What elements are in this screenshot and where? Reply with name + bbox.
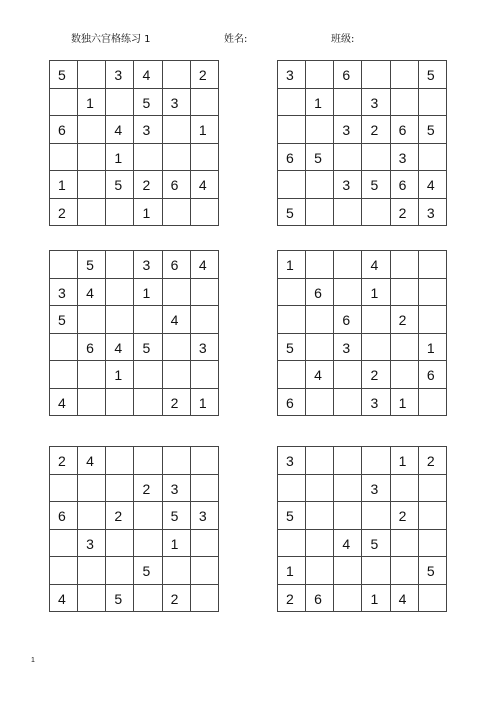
sudoku-cell: 1 [163, 530, 191, 558]
sudoku-cell [306, 61, 334, 89]
sudoku-cell [50, 361, 78, 389]
sudoku-cell [278, 279, 306, 307]
sudoku-cell [391, 251, 419, 279]
class-label: 班级: [331, 34, 355, 45]
sudoku-cell: 6 [78, 334, 106, 362]
sudoku-cell: 3 [134, 251, 162, 279]
sudoku-cell [306, 199, 334, 227]
sudoku-cell: 4 [419, 171, 447, 199]
sudoku-cell: 2 [419, 447, 447, 475]
sudoku-cell [50, 557, 78, 585]
sudoku-cell [134, 502, 162, 530]
sudoku-cell [50, 251, 78, 279]
sudoku-cell: 1 [306, 89, 334, 117]
sudoku-cell: 4 [306, 361, 334, 389]
sudoku-cell: 5 [106, 585, 134, 613]
sudoku-cell [191, 144, 219, 172]
sudoku-cell [106, 279, 134, 307]
sudoku-cell [106, 475, 134, 503]
sudoku-cell: 1 [278, 557, 306, 585]
sudoku-cell: 6 [50, 502, 78, 530]
sudoku-cell: 5 [278, 199, 306, 227]
sudoku-cell: 5 [134, 89, 162, 117]
sudoku-cell [50, 530, 78, 558]
sudoku-cell: 5 [163, 502, 191, 530]
sudoku-cell [134, 585, 162, 613]
sudoku-cell: 3 [191, 334, 219, 362]
sudoku-cell [191, 530, 219, 558]
sudoku-cell: 3 [134, 116, 162, 144]
sudoku-cell: 2 [106, 502, 134, 530]
sudoku-cell [106, 530, 134, 558]
sudoku-cell [334, 361, 362, 389]
sudoku-cell: 3 [419, 199, 447, 227]
sudoku-cell: 4 [391, 585, 419, 613]
sudoku-cell [419, 89, 447, 117]
sudoku-cell: 6 [163, 171, 191, 199]
sudoku-cell: 3 [106, 61, 134, 89]
sudoku-cell: 3 [191, 502, 219, 530]
sudoku-cell [362, 61, 390, 89]
sudoku-cell: 4 [50, 585, 78, 613]
sudoku-cell: 4 [362, 251, 390, 279]
sudoku-cell: 4 [106, 116, 134, 144]
sudoku-cell: 5 [50, 306, 78, 334]
sudoku-cell [191, 447, 219, 475]
sudoku-cell [191, 199, 219, 227]
sudoku-cell [50, 334, 78, 362]
sudoku-cell: 3 [362, 89, 390, 117]
sudoku-cell: 6 [391, 171, 419, 199]
sudoku-cell [278, 171, 306, 199]
sudoku-cell [78, 199, 106, 227]
sudoku-cell [78, 61, 106, 89]
sudoku-cell [391, 557, 419, 585]
sudoku-cell [163, 61, 191, 89]
sudoku-cell [50, 475, 78, 503]
sudoku-cell: 1 [134, 199, 162, 227]
sudoku-cell: 3 [362, 389, 390, 417]
sudoku-cell: 2 [391, 502, 419, 530]
sudoku-cell: 4 [78, 279, 106, 307]
sudoku-cell [78, 502, 106, 530]
sudoku-cell [50, 89, 78, 117]
sudoku-cell: 3 [362, 475, 390, 503]
sudoku-cell [78, 475, 106, 503]
sudoku-cell [419, 585, 447, 613]
sudoku-cell [419, 530, 447, 558]
sudoku-cell: 3 [163, 89, 191, 117]
sudoku-cell [306, 447, 334, 475]
sudoku-grid [277, 250, 447, 416]
sudoku-cell [334, 557, 362, 585]
sudoku-cell: 5 [306, 144, 334, 172]
sudoku-cell: 4 [50, 389, 78, 417]
sudoku-cell [334, 502, 362, 530]
sudoku-cell [419, 144, 447, 172]
sudoku-cell: 3 [334, 171, 362, 199]
sudoku-cell [306, 502, 334, 530]
sudoku-cell [191, 361, 219, 389]
sudoku-cell [306, 171, 334, 199]
sudoku-cell [362, 306, 390, 334]
sudoku-cell [134, 144, 162, 172]
sudoku-cell [306, 306, 334, 334]
sudoku-cell: 5 [362, 530, 390, 558]
sudoku-cell: 1 [78, 89, 106, 117]
sudoku-cell [78, 306, 106, 334]
sudoku-cell [191, 306, 219, 334]
sudoku-cell [391, 361, 419, 389]
sudoku-cell [391, 475, 419, 503]
sudoku-cell [78, 557, 106, 585]
sudoku-cell [191, 557, 219, 585]
sudoku-cell: 6 [163, 251, 191, 279]
sudoku-cell: 2 [163, 585, 191, 613]
sudoku-cell: 3 [334, 334, 362, 362]
sudoku-cell [278, 530, 306, 558]
sudoku-cell [391, 334, 419, 362]
sudoku-cell: 5 [106, 171, 134, 199]
sudoku-cell: 3 [391, 144, 419, 172]
sudoku-cell: 1 [278, 251, 306, 279]
sudoku-cell [419, 502, 447, 530]
sudoku-cell [163, 144, 191, 172]
sudoku-cell [134, 447, 162, 475]
sudoku-cell: 1 [134, 279, 162, 307]
sudoku-cell [334, 144, 362, 172]
sudoku-cell: 5 [50, 61, 78, 89]
sudoku-cell [334, 279, 362, 307]
sudoku-cell: 2 [134, 475, 162, 503]
sudoku-cell: 5 [278, 502, 306, 530]
sudoku-cell [306, 475, 334, 503]
sudoku-cell [191, 279, 219, 307]
sudoku-cell [134, 361, 162, 389]
sudoku-cell [163, 116, 191, 144]
sudoku-cell: 1 [391, 389, 419, 417]
sudoku-cell [163, 279, 191, 307]
sudoku-cell [78, 144, 106, 172]
sudoku-cell: 2 [391, 199, 419, 227]
sudoku-cell [106, 447, 134, 475]
sudoku-cell [306, 116, 334, 144]
sudoku-grid [277, 60, 447, 226]
sudoku-cell [362, 199, 390, 227]
sudoku-cell [362, 447, 390, 475]
sudoku-cell [78, 171, 106, 199]
sudoku-cell [362, 144, 390, 172]
sudoku-cell [278, 116, 306, 144]
sudoku-cell: 2 [391, 306, 419, 334]
sudoku-cell: 6 [334, 61, 362, 89]
sudoku-cell [362, 334, 390, 362]
sudoku-cell: 4 [191, 171, 219, 199]
sudoku-cell [334, 585, 362, 613]
sudoku-cell: 5 [419, 61, 447, 89]
sudoku-cell: 1 [191, 389, 219, 417]
sudoku-cell: 3 [163, 475, 191, 503]
sudoku-cell [163, 557, 191, 585]
sudoku-cell: 2 [50, 447, 78, 475]
sudoku-cell [106, 557, 134, 585]
sudoku-cell [106, 89, 134, 117]
sudoku-cell: 4 [191, 251, 219, 279]
sudoku-cell [391, 89, 419, 117]
sudoku-cell [419, 389, 447, 417]
sudoku-cell [191, 475, 219, 503]
page-number: 1 [31, 657, 35, 664]
sudoku-cell [106, 251, 134, 279]
sudoku-cell: 2 [134, 171, 162, 199]
sudoku-cell: 6 [278, 389, 306, 417]
sudoku-cell [78, 361, 106, 389]
sudoku-cell [334, 475, 362, 503]
sudoku-cell: 4 [106, 334, 134, 362]
sudoku-cell: 5 [362, 171, 390, 199]
sudoku-cell: 5 [419, 557, 447, 585]
sudoku-grid [49, 60, 219, 226]
sudoku-cell [134, 389, 162, 417]
sudoku-cell [391, 530, 419, 558]
sudoku-cell: 6 [306, 585, 334, 613]
sudoku-cell: 6 [391, 116, 419, 144]
sudoku-cell: 2 [163, 389, 191, 417]
sudoku-cell [419, 279, 447, 307]
sudoku-cell [278, 89, 306, 117]
sudoku-cell [419, 306, 447, 334]
sudoku-cell: 1 [362, 279, 390, 307]
sudoku-cell [278, 361, 306, 389]
sudoku-cell [106, 389, 134, 417]
sudoku-cell [362, 557, 390, 585]
sudoku-cell: 2 [362, 116, 390, 144]
sudoku-cell: 1 [191, 116, 219, 144]
sudoku-grid [277, 446, 447, 612]
sudoku-cell: 3 [278, 61, 306, 89]
sudoku-cell: 6 [278, 144, 306, 172]
sudoku-cell [78, 116, 106, 144]
sudoku-cell: 4 [334, 530, 362, 558]
sudoku-cell: 3 [278, 447, 306, 475]
sudoku-cell [78, 389, 106, 417]
sudoku-cell [391, 279, 419, 307]
sudoku-cell [191, 89, 219, 117]
sudoku-cell: 3 [78, 530, 106, 558]
sudoku-cell: 1 [50, 171, 78, 199]
sudoku-cell [334, 389, 362, 417]
sudoku-cell: 6 [419, 361, 447, 389]
sudoku-cell [306, 251, 334, 279]
sudoku-cell: 5 [134, 334, 162, 362]
sudoku-cell [106, 199, 134, 227]
name-label: 姓名: [224, 34, 248, 45]
sudoku-cell: 2 [50, 199, 78, 227]
sudoku-cell [106, 306, 134, 334]
sudoku-cell: 6 [50, 116, 78, 144]
sudoku-cell: 2 [278, 585, 306, 613]
sudoku-cell [163, 199, 191, 227]
sudoku-grid [49, 446, 219, 612]
sudoku-cell [334, 199, 362, 227]
sudoku-grid [49, 250, 219, 416]
sudoku-cell [334, 89, 362, 117]
sudoku-cell [134, 306, 162, 334]
sudoku-cell [278, 475, 306, 503]
sudoku-cell [391, 61, 419, 89]
sudoku-cell [306, 334, 334, 362]
sudoku-cell [306, 530, 334, 558]
sudoku-cell: 5 [78, 251, 106, 279]
sudoku-cell [50, 144, 78, 172]
sudoku-cell [134, 530, 162, 558]
sudoku-cell: 1 [391, 447, 419, 475]
sudoku-cell [362, 502, 390, 530]
sudoku-cell: 3 [50, 279, 78, 307]
sudoku-cell [419, 475, 447, 503]
sudoku-cell: 5 [278, 334, 306, 362]
sudoku-cell: 1 [362, 585, 390, 613]
sudoku-cell [306, 389, 334, 417]
sudoku-cell [419, 251, 447, 279]
sudoku-cell: 1 [106, 361, 134, 389]
sudoku-cell: 1 [106, 144, 134, 172]
worksheet-title: 数独六宫格练习 1 [71, 34, 151, 45]
sudoku-cell: 6 [306, 279, 334, 307]
sudoku-cell: 2 [362, 361, 390, 389]
sudoku-cell: 4 [134, 61, 162, 89]
sudoku-cell: 2 [191, 61, 219, 89]
sudoku-cell [163, 361, 191, 389]
sudoku-cell: 5 [419, 116, 447, 144]
sudoku-cell [78, 585, 106, 613]
sudoku-cell: 4 [163, 306, 191, 334]
sudoku-cell: 5 [134, 557, 162, 585]
sudoku-cell [334, 447, 362, 475]
sudoku-cell: 4 [78, 447, 106, 475]
sudoku-cell: 1 [419, 334, 447, 362]
sudoku-cell [306, 557, 334, 585]
sudoku-cell: 6 [334, 306, 362, 334]
sudoku-cell [191, 585, 219, 613]
sudoku-cell [163, 334, 191, 362]
sudoku-cell: 3 [334, 116, 362, 144]
worksheet-header [0, 30, 500, 46]
sudoku-cell [334, 251, 362, 279]
sudoku-cell [278, 306, 306, 334]
sudoku-cell [163, 447, 191, 475]
